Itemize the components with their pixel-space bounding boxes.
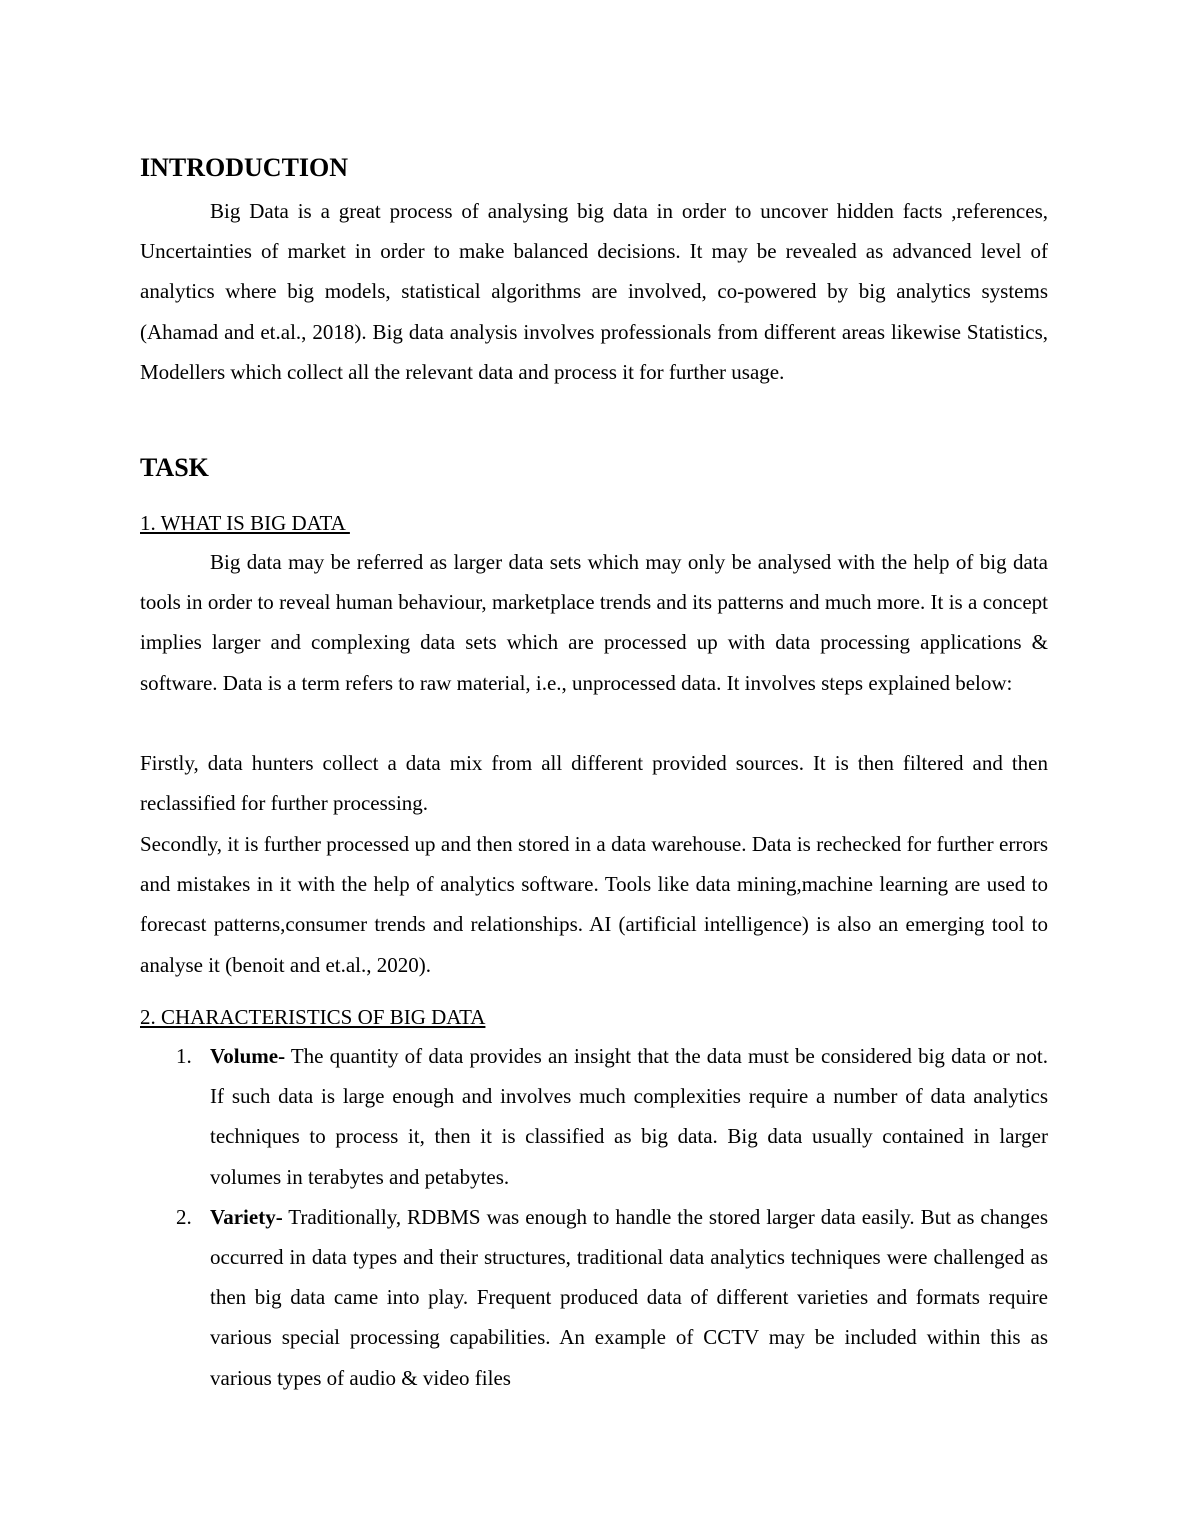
introduction-paragraph: Big Data is a great process of analysing big data in order to uncover hidden facts ,references, Uncertainties of market in order to make balanced decisions. It may be revealed as advanced level of analytics where big models, statistical algorithms are involved, co-powered by big analytics systems (Ahamad and et.al., 2018). Big data analysis involves professionals from different areas likewise Statistics, Modellers which collect all the relevant data and process it for further usage. (140, 199, 1048, 384)
task-heading: TASK (140, 453, 209, 482)
section-1-paragraph-1: Big data may be referred as larger data sets which may only be analysed with the help of big data tools in order to reveal human behaviour, marketplace trends and its patterns and much more. It is a concept implies larger and complexing data sets which are processed up with data processing applications & software. Data is a term refers to raw material, i.e., unprocessed data. It involves steps explained below: (140, 550, 1048, 695)
list-number: 2. (176, 1204, 192, 1229)
list-item-variety (140, 1197, 1048, 1398)
list-term: Variety- (210, 1204, 283, 1229)
introduction-heading: INTRODUCTION (140, 153, 349, 182)
characteristics-list (140, 1036, 1048, 1398)
section-1-title: 1. WHAT IS BIG DATA (140, 511, 350, 535)
list-item-volume (140, 1036, 1048, 1197)
section-1-paragraph-3: Secondly, it is further processed up and then stored in a data warehouse. Data is rechecked for further errors and mistakes in it with the help of analytics software. Tools like data mining,machine learning are used to forecast patterns,consumer trends and relationships. AI (artificial intelligence) is also an emerging tool to analyse it (benoit and et.al., 2020). (140, 832, 1048, 977)
section-2-title: 2. CHARACTERISTICS OF BIG DATA (140, 1005, 486, 1029)
list-text: The quantity of data provides an insight that the data must be considered big data or not. If such data is large enough and involves much complexities require a number of data analytics techniques to process it, then it is classified as big data. Big data usually contained in larger volumes in terabytes and petabytes. (210, 1044, 1048, 1189)
list-text: Traditionally, RDBMS was enough to handle the stored larger data easily. But as changes occurred in data types and their structures, traditional data analytics techniques were challenged as then big data came into play. Frequent produced data of different varieties and formats require various special processing capabilities. An example of CCTV may be included within this as various types of audio & video files (210, 1204, 1048, 1390)
section-1-paragraph-2: Firstly, data hunters collect a data mix from all different provided sources. It is then filtered and then reclassified for further processing. (140, 751, 1048, 816)
list-number: 1. (176, 1044, 192, 1068)
list-term: Volume- (210, 1044, 286, 1068)
